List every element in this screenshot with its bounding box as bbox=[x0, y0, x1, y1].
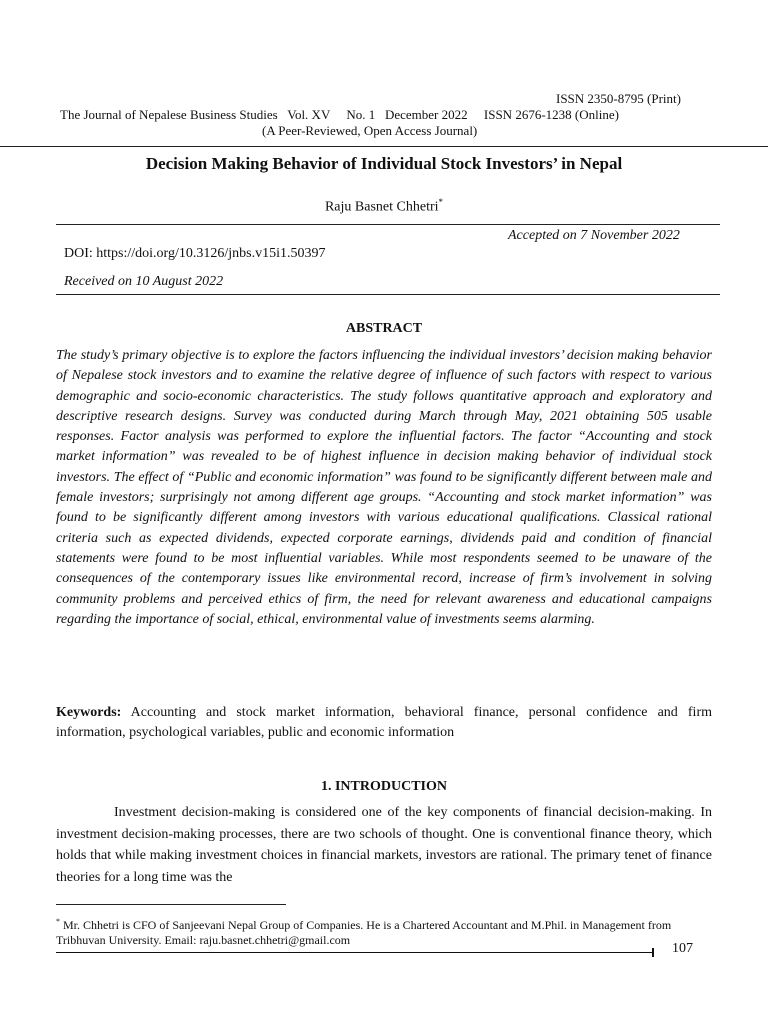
introduction-heading: 1. INTRODUCTION bbox=[320, 779, 447, 794]
footer-rule-end bbox=[652, 948, 654, 957]
footnote-rule bbox=[56, 904, 286, 905]
doi-link[interactable]: DOI: https://doi.org/10.3126/jnbs.v15i1.50397 bbox=[64, 246, 326, 261]
issn-print: ISSN 2350-8795 (Print) bbox=[556, 91, 681, 106]
peer-review-note: (A Peer-Reviewed, Open Access Journal) bbox=[262, 123, 478, 138]
accepted-date: Accepted on 7 November 2022 bbox=[508, 228, 680, 243]
meta-rule bbox=[56, 294, 720, 295]
footnote-text: Mr. Chhetri is CFO of Sanjeevani Nepal Group of Companies. He is a Chartered Accountant and M.Phil. in Management from Tribhuvan University. Email: raju.basnet.chhetri@gmail.com bbox=[56, 918, 672, 947]
abstract-heading: ABSTRACT bbox=[345, 321, 423, 336]
header-rule bbox=[0, 146, 768, 147]
footnote-mark: * bbox=[56, 917, 60, 926]
introduction-text: Investment decision-making is considered one of the key components of financial decision-making. In investment decision-making processes, there are two schools of thought. One is conventional finance theory, which holds that while making investment choices in financial markets, investors are rational. The primary tenet of finance theories for a long time was the bbox=[56, 805, 712, 885]
abstract-text: The study’s primary objective is to explore the factors influencing the individual investors’ decision making behavior of Nepalese stock investors and to examine the relative degree of influence of such factors with respect to various demographic and socio-economic characteristics. The study follows quantitative approach and exploratory and descriptive research designs. Survey was conducted during March through May, 2021 obtaining 505 usable responses. Factor analysis was performed to explore the influential factors. The factor “Accounting and stock market information” was revealed to be of highest influence in decision making behavior of individual stock investors. The effect of “Public and economic information” was found to be significantly different between male and female investors; surprisingly not among different age groups. “Accounting and stock market information” was found to be significantly different among investors with various educational qualifications. Classical rational criteria such as expected dividends, expected corporate earnings, dividends paid and condition of financial statements were found to be most influential variables. While most respondents seemed to be unaware of the consequences of the contemporary issues like environmental record, increase of firm’s involvement in solving community problems and perceived ethics of firm, the need for relevant awareness and educational campaigns regarding the importance of social, ethical, environmental value of investments seems alarming. bbox=[56, 348, 712, 627]
footnote bbox=[56, 914, 712, 948]
keywords-label: Keywords: bbox=[56, 705, 122, 720]
article-title: Decision Making Behavior of Individual Stock Investors’ in Nepal bbox=[145, 154, 623, 173]
title-rule bbox=[56, 224, 720, 225]
journal-line: The Journal of Nepalese Business Studies Vol. XV No. 1 December 2022 ISSN 2676-1238 (Online) bbox=[60, 107, 619, 122]
page-number: 107 bbox=[672, 941, 693, 956]
author-footnote-mark: * bbox=[438, 197, 444, 207]
author-name: Raju Basnet Chhetri bbox=[324, 199, 439, 215]
footer-rule bbox=[56, 952, 654, 953]
received-date: Received on 10 August 2022 bbox=[64, 274, 224, 289]
keywords-text: Accounting and stock market information, behavioral finance, personal confidence and firm information, psychological variables, public and economic information bbox=[56, 705, 713, 741]
keywords-block bbox=[56, 703, 712, 744]
author-line bbox=[0, 197, 768, 216]
